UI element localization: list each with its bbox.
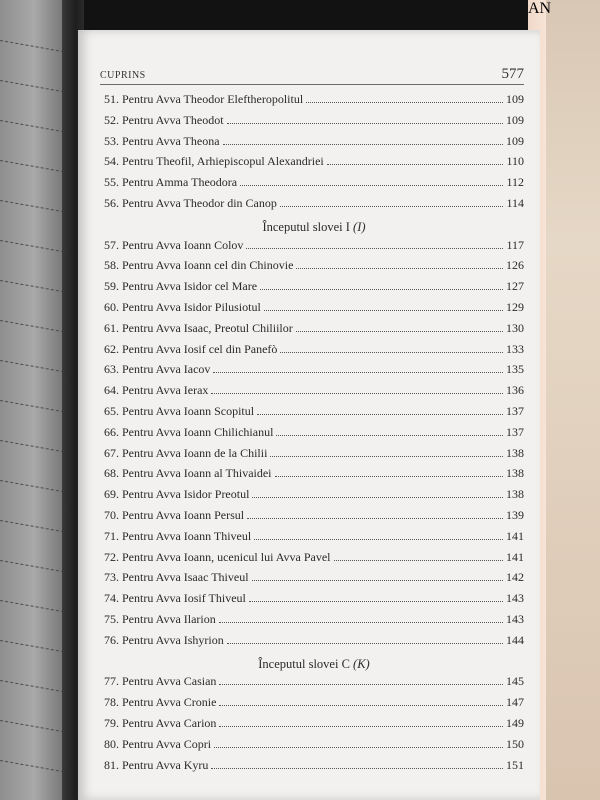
dot-leader: [227, 642, 503, 644]
toc-entry: [104, 404, 524, 425]
dot-leader: [214, 746, 503, 748]
dot-leader: [296, 267, 503, 269]
dot-leader: [276, 434, 503, 436]
toc-entry-title: 54. Pentru Theofil, Arhiepiscopul Alexandriei: [104, 154, 324, 169]
toc-entry-title: 78. Pentru Avva Cronie: [104, 695, 217, 710]
toc-entry-title: 68. Pentru Avva Ioann al Thivaidei: [104, 466, 272, 481]
dot-leader: [252, 579, 503, 581]
toc-entry-page: 135: [506, 362, 524, 377]
toc-entry: [104, 258, 524, 279]
toc-entry-page: 141: [506, 528, 524, 543]
toc-entry: [104, 508, 524, 529]
running-title: CUPRINS: [100, 70, 146, 81]
toc-entry-title: 67. Pentru Avva Ioann de la Chilii: [104, 445, 268, 460]
toc-entry: [104, 279, 524, 300]
dot-leader: [219, 704, 503, 706]
toc-entry: [104, 300, 524, 321]
toc-entry-page: 142: [506, 570, 524, 585]
toc-entry: [104, 342, 524, 363]
dot-leader: [219, 621, 503, 623]
toc-entry-title: 71. Pentru Avva Ioann Thiveul: [104, 528, 252, 543]
toc-entry-page: 112: [506, 175, 524, 190]
toc-entry-page: 109: [506, 133, 524, 148]
toc-entry-title: 81. Pentru Avva Kyru: [104, 757, 209, 772]
toc-entry-title: 52. Pentru Avva Theodot: [104, 112, 224, 127]
adjacent-page-edge: [0, 0, 62, 800]
toc-entry-title: 56. Pentru Avva Theodor din Canop: [104, 195, 277, 210]
toc-entry: [104, 92, 524, 113]
dot-leader: [260, 288, 503, 290]
toc-entry-page: 143: [506, 591, 524, 606]
toc-entry-page: 127: [506, 279, 524, 294]
dot-leader: [264, 309, 503, 311]
dot-leader: [211, 392, 503, 394]
page-header: [100, 62, 524, 85]
toc-entry-title: 61. Pentru Avva Isaac, Preotul Chiliilor: [104, 320, 293, 335]
dot-leader: [247, 517, 503, 519]
dot-leader: [211, 767, 503, 769]
dot-leader: [257, 413, 503, 415]
toc-entry: [104, 529, 524, 550]
toc-entry: [104, 466, 524, 487]
toc-entry-page: 138: [506, 487, 524, 502]
dot-leader: [254, 538, 503, 540]
toc-entry: [104, 674, 524, 695]
toc-entry: [104, 758, 524, 779]
dot-leader: [219, 725, 503, 727]
toc-entry-page: 138: [506, 466, 524, 481]
toc-entry: [104, 362, 524, 383]
toc-entry-title: 63. Pentru Avva Iacov: [104, 362, 211, 377]
toc-entry: [104, 591, 524, 612]
toc-entry-title: 51. Pentru Avva Theodor Eleftheropolitul: [104, 92, 304, 106]
toc-entry-page: 145: [506, 674, 524, 689]
toc-entry: [104, 134, 524, 155]
toc-entry-title: 53. Pentru Avva Theona: [104, 133, 220, 148]
dot-leader: [280, 351, 503, 353]
toc-entry-title: 70. Pentru Avva Ioann Persul: [104, 507, 245, 522]
toc-entry: [104, 321, 524, 342]
toc-entry: [104, 175, 524, 196]
page-number: 577: [501, 66, 524, 82]
toc-entry: [104, 383, 524, 404]
toc-entry-title: 62. Pentru Avva Iosif cel din Panefò: [104, 341, 278, 356]
toc-entry-page: 138: [506, 445, 524, 460]
toc-entry: [104, 633, 524, 654]
toc-entry-title: 59. Pentru Avva Isidor cel Mare: [104, 279, 258, 294]
dot-leader: [334, 559, 503, 561]
toc-entry-page: 136: [506, 383, 524, 398]
toc-entry-page: 141: [506, 549, 524, 564]
toc-entry: [104, 238, 524, 259]
dot-leader: [306, 101, 503, 103]
toc-entry-page: 151: [506, 757, 524, 772]
dot-leader: [249, 600, 503, 602]
table-of-contents: [104, 92, 524, 778]
cover-mark: AN: [528, 0, 552, 17]
toc-entry-title: 57. Pentru Avva Ioann Colov: [104, 237, 244, 252]
toc-entry-title: 55. Pentru Amma Theodora: [104, 175, 238, 190]
toc-entry-page: 133: [506, 341, 524, 356]
dot-leader: [223, 143, 503, 145]
toc-entry: [104, 695, 524, 716]
dot-leader: [227, 122, 503, 124]
toc-entry-page: 117: [506, 237, 524, 252]
toc-entry-title: 73. Pentru Avva Isaac Thiveul: [104, 570, 249, 585]
toc-entry-page: 137: [506, 403, 524, 418]
section-heading-i: Începutul slovei I (I): [262, 219, 366, 234]
dot-leader: [240, 184, 503, 186]
toc-entry: [104, 550, 524, 571]
toc-entry-title: 72. Pentru Avva Ioann, ucenicul lui Avva Pavel: [104, 549, 331, 564]
toc-entry-title: 79. Pentru Avva Carion: [104, 715, 217, 730]
toc-entry-title: 80. Pentru Avva Copri: [104, 736, 212, 751]
dot-leader: [213, 371, 503, 373]
toc-entry-title: 66. Pentru Avva Ioann Chilichianul: [104, 424, 274, 439]
dot-leader: [275, 475, 503, 477]
toc-entry: [104, 113, 524, 134]
toc-entry: [104, 570, 524, 591]
toc-entry: [104, 196, 524, 217]
dot-leader: [270, 455, 503, 457]
toc-entry-page: 143: [506, 611, 524, 626]
section-heading-c: Începutul slovei C (K): [258, 656, 370, 671]
toc-entry: [104, 612, 524, 633]
dot-leader: [327, 163, 504, 165]
toc-entry-page: 130: [506, 320, 524, 335]
dot-leader: [252, 496, 503, 498]
dot-leader: [296, 330, 503, 332]
toc-entry: [104, 446, 524, 467]
toc-entry-title: 69. Pentru Avva Isidor Preotul: [104, 487, 250, 502]
toc-entry-page: 110: [506, 154, 524, 169]
toc-entry: [104, 425, 524, 446]
toc-entry-title: 60. Pentru Avva Isidor Pilusiotul: [104, 299, 261, 314]
toc-entry-page: 144: [506, 632, 524, 647]
toc-entry-title: 64. Pentru Avva Ierax: [104, 383, 209, 398]
toc-entry: [104, 716, 524, 737]
toc-entry-title: 75. Pentru Avva Ilarion: [104, 611, 216, 626]
toc-entry: [104, 487, 524, 508]
dot-leader: [246, 247, 503, 249]
dot-leader: [280, 205, 504, 207]
toc-entry: [104, 737, 524, 758]
toc-page: [78, 30, 540, 800]
toc-entry-page: 129: [506, 299, 524, 314]
toc-entry-title: 74. Pentru Avva Iosif Thiveul: [104, 591, 246, 606]
toc-entry-page: 109: [506, 92, 524, 106]
toc-entry-title: 58. Pentru Avva Ioann cel din Chinovie: [104, 258, 294, 273]
toc-entry-page: 147: [506, 695, 524, 710]
toc-entry-page: 150: [506, 736, 524, 751]
toc-entry-page: 139: [506, 507, 524, 522]
toc-entry-page: 126: [506, 258, 524, 273]
toc-entry-title: 77. Pentru Avva Casian: [104, 674, 217, 689]
dot-leader: [219, 683, 503, 685]
toc-entry-page: 149: [506, 715, 524, 730]
toc-entry: [104, 154, 524, 175]
toc-entry-page: 114: [506, 195, 524, 210]
toc-entry-page: 137: [506, 424, 524, 439]
toc-entry-page: 109: [506, 112, 524, 127]
toc-entry-title: 76. Pentru Avva Ishyrion: [104, 632, 224, 647]
toc-entry-title: 65. Pentru Avva Ioann Scopitul: [104, 403, 255, 418]
